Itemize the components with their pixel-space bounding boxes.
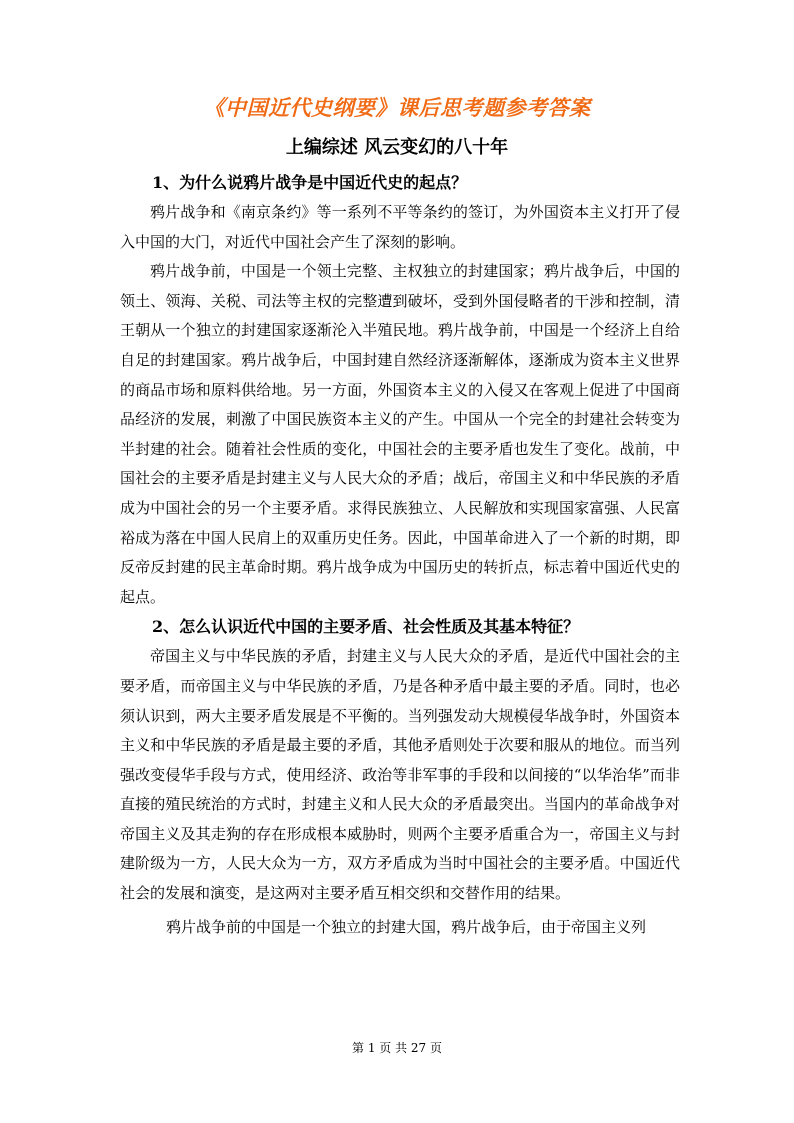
question-1-paragraph-2: 鸦片战争前，中国是一个领土完整、主权独立的封建国家；鸦片战争后，中国的领土、领海、关税、司法等主权的完整遭到破坏，受到外国侵略者的干涉和控制，清王朝从一个独立的封建国家逐渐沦入半殖民地。鸦片战争前，中国是一个经济上自给自足的封建国家。鸦片战争后，中国封建自然经济逐渐解体，逐渐成为资本主义世界的商品市场和原料供给地。另一方面，外国资本主义的入侵又在客观上促进了中国商品经济的发展，刺激了中国民族资本主义的产生。中国从一个完全的封建社会转变为半封建的社会。随着社会性质的变化，中国社会的主要矛盾也发生了变化。战前，中国社会的主要矛盾是封建主义与人民大众的矛盾；战后，帝国主义和中华民族的矛盾成为中国社会的另一个主要矛盾。求得民族独立、人民解放和实现国家富强、人民富裕成为落在中国人民肩上的双重历史任务。因此，中国革命进入了一个新的时期，即反帝反封建的民主革命时期。鸦片战争成为中国历史的转折点，标志着中国近代史的起点。 — [120, 262, 680, 606]
question-2-paragraph-1: 帝国主义与中华民族的矛盾，封建主义与人民大众的矛盾，是近代中国社会的主要矛盾，而帝国主义与中华民族的矛盾，乃是各种矛盾中最主要的矛盾。同时，也必须认识到，两大主要矛盾发展是不平衡的。当列强发动大规模侵华战争时，外国资本主义和中华民族的矛盾是最主要的矛盾，其他矛盾则处于次要和服从的地位。而当列强改变侵华手段与方式，使用经济、政治等非军事的手段和以间接的“以华治华”而非直接的殖民统治的方式时，封建主义和人民大众的矛盾最突出。当国内的革命战争对帝国主义及其走狗的存在形成根本威胁时，则两个主要矛盾重合为一，帝国主义与封建阶级为一方，人民大众为一方，双方矛盾成为当时中国社会的主要矛盾。中国近代社会的发展和演变，是这两对主要矛盾互相交织和交替作用的结果。 — [120, 647, 680, 903]
document-title: 《中国近代史纲要》课后思考题参考答案 — [203, 95, 591, 120]
question-2-paragraph-2: 鸦片战争前的中国是一个独立的封建大国，鸦片战争后，由于帝国主义列 — [166, 917, 647, 936]
page-footer: 第 1 页 共 27 页 — [352, 1041, 442, 1055]
question-1-paragraph-1: 鸦片战争和《南京条约》等一系列不平等条约的签订，为外国资本主义打开了侵入中国的大门，对近代中国社会产生了深刻的影响。 — [120, 203, 680, 251]
section-title: 上编综述 风云变幻的八十年 — [285, 137, 509, 158]
document-body — [120, 168, 680, 942]
question-2-heading: 2、怎么认识近代中国的主要矛盾、社会性质及其基本特征？ — [152, 617, 580, 637]
question-1-heading: 1、为什么说鸦片战争是中国近代史的起点？ — [152, 173, 468, 192]
